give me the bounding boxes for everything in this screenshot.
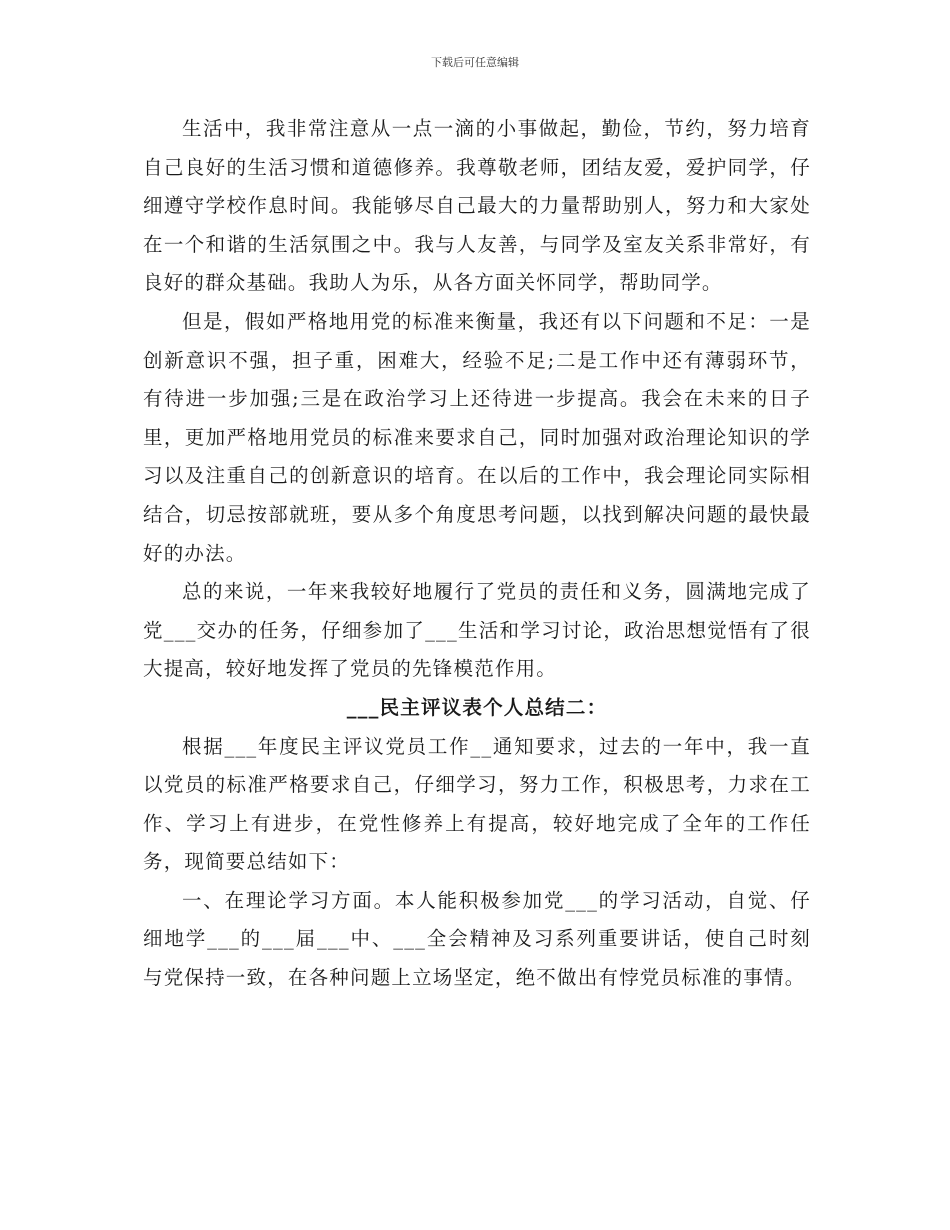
paragraph-shortcomings: 但是，假如严格地用党的标准来衡量，我还有以下问题和不足：一是创新意识不强，担子重，困难大，经验不足;二是工作中还有薄弱环节，有待进一步加强;三是在政治学习上还待进一步提高。我会在未来的日子里，更加严格地用党员的标准来要求自己，同时加强对政治理论知识的学习以及注重自己的创新意识的培育。在以后的工作中，我会理论同实际相结合，切忌按部就班，要从多个角度思考问题，以找到解决问题的最快最好的办法。 bbox=[143, 309, 811, 565]
section-heading: ___民主评议表个人总结二： bbox=[346, 695, 608, 719]
page-header-note: 下载后可任意编辑 bbox=[431, 56, 519, 69]
paragraph-theory-study: 一、在理论学习方面。本人能积极参加党___的学习活动，自觉、仔细地学___的___届___中、___全会精神及习系列重要讲话，使自己时刻与党保持一致，在各种问题上立场坚定，绝不做出有悖党员标准的事情。 bbox=[143, 888, 811, 990]
document-body bbox=[143, 110, 811, 998]
paragraph-intro-two: 根据___年度民主评议党员工作__通知要求，过去的一年中，我一直以党员的标准严格要求自己，仔细学习，努力工作，积极思考，力求在工作、学习上有进步，在党性修养上有提高，较好地完成了全年的工作任务，现简要总结如下： bbox=[143, 734, 811, 874]
paragraph-overall-summary: 总的来说，一年来我较好地履行了党员的责任和义务，圆满地完成了党___交办的任务，仔细参加了___生活和学习讨论，政治思想觉悟有了很大提高，较好地发挥了党员的先锋模范作用。 bbox=[143, 580, 811, 681]
paragraph-daily-life: 生活中，我非常注意从一点一滴的小事做起，勤俭，节约，努力培育自己良好的生活习惯和道德修养。我尊敬老师，团结友爱，爱护同学，仔细遵守学校作息时间。我能够尽自己最大的力量帮助别人，努力和大家处在一个和谐的生活氛围之中。我与人友善，与同学及室友关系非常好，有良好的群众基础。我助人为乐，从各方面关怀同学，帮助同学。 bbox=[143, 117, 811, 295]
